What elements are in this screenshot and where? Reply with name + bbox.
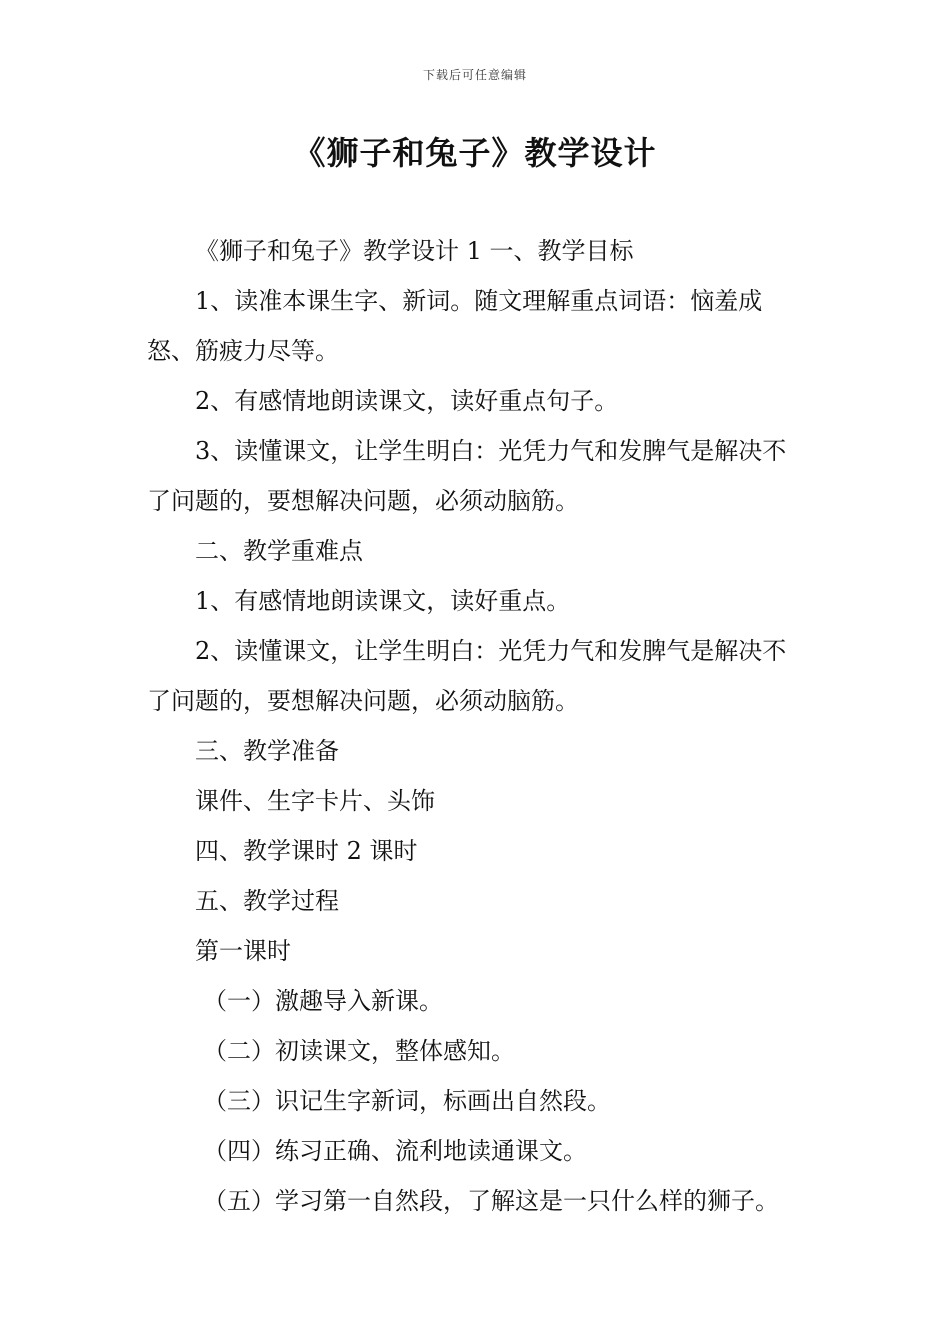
step-item: （三）识记生字新词，标画出自然段。 xyxy=(203,1087,611,1115)
step-item: （五）学习第一自然段，了解这是一只什么样的狮子。 xyxy=(203,1187,779,1215)
step-item: （一）激趣导入新课。 xyxy=(203,987,443,1015)
document-title: 《狮子和兔子》教学设计 xyxy=(293,134,657,172)
paragraph: 1、读准本课生字、新词。随文理解重点词语：恼羞成怒、筋疲力尽等。 xyxy=(147,287,763,365)
paragraph: 2、有感情地朗读课文，读好重点句子。 xyxy=(195,387,619,415)
paragraph: 《狮子和兔子》教学设计 1 一、教学目标 xyxy=(195,237,634,265)
paragraph: 课件、生字卡片、头饰 xyxy=(195,787,435,815)
header-note: 下载后可任意编辑 xyxy=(422,68,527,82)
section-heading: 五、教学过程 xyxy=(195,887,339,915)
step-item: （四）练习正确、流利地读通课文。 xyxy=(203,1137,587,1165)
section-heading: 四、教学课时 2 课时 xyxy=(195,837,418,865)
paragraph: 1、有感情地朗读课文，读好重点。 xyxy=(195,587,571,615)
lesson-heading: 第一课时 xyxy=(195,937,291,965)
paragraph: 3、读懂课文，让学生明白：光凭力气和发脾气是解决不了问题的，要想解决问题，必须动脑筋。 xyxy=(147,437,787,515)
document-body xyxy=(147,226,807,1226)
step-item: （二）初读课文，整体感知。 xyxy=(203,1037,515,1065)
section-heading: 二、教学重难点 xyxy=(195,537,363,565)
section-heading: 三、教学准备 xyxy=(195,737,339,765)
paragraph: 2、读懂课文，让学生明白：光凭力气和发脾气是解决不了问题的，要想解决问题，必须动脑筋。 xyxy=(147,637,787,715)
